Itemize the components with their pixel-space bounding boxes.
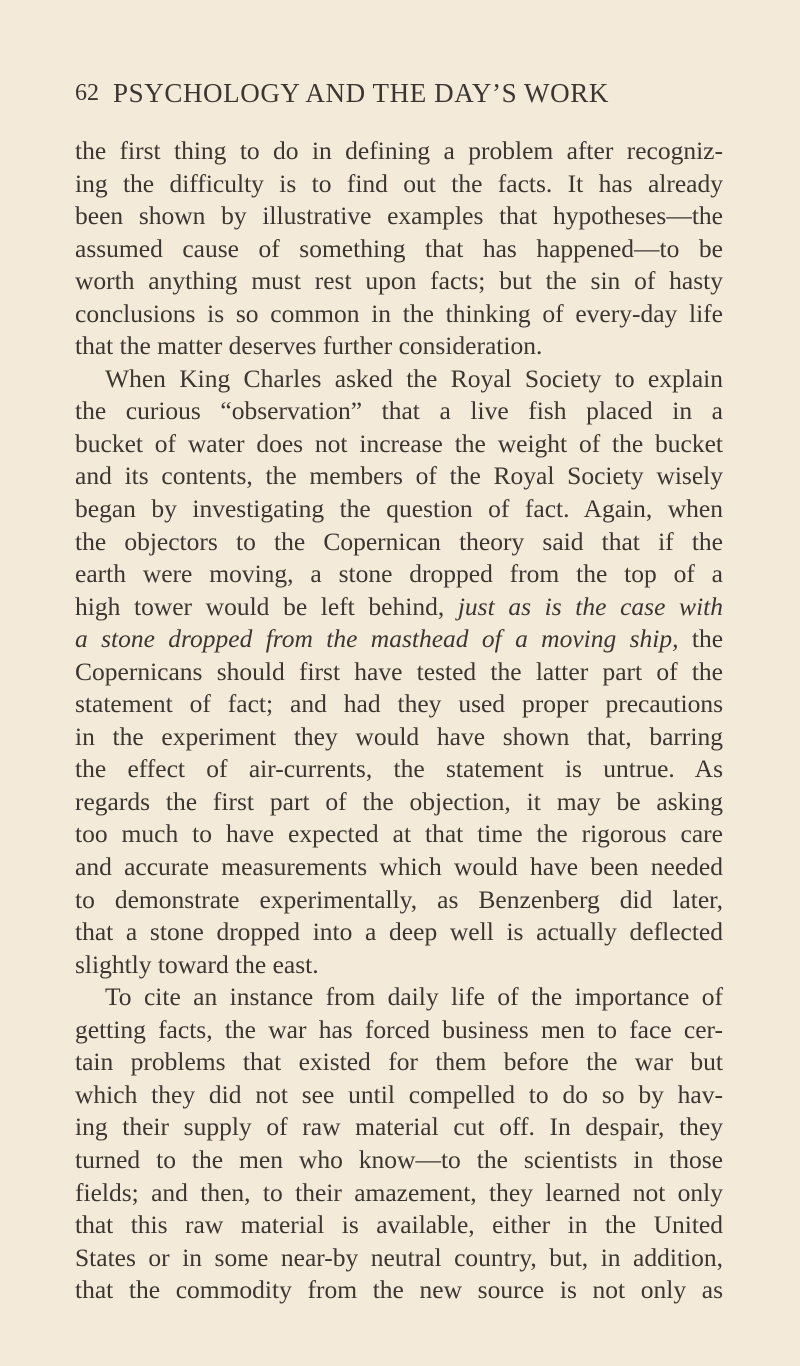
text-segment: turned to the men who know—to the scientists in those (75, 1144, 723, 1174)
text-line (75, 428, 723, 461)
text-segment: getting facts, the war has forced business men to face cer- (75, 1014, 723, 1044)
text-segment: that the commodity from the new source is not only as (75, 1275, 723, 1305)
text-line (75, 168, 723, 201)
text-segment: statement of fact; and had they used proper precautions (75, 689, 723, 719)
text-line (75, 200, 723, 233)
text-line (75, 460, 723, 493)
text-segment: the curious “observation” that a live fish placed in a (75, 396, 723, 426)
text-segment: began by investigating the question of fact. Again, when (75, 494, 723, 524)
text-line (75, 753, 723, 786)
text-segment: slightly toward the east. (75, 949, 319, 979)
text-line (75, 1274, 723, 1307)
text-segment: the first thing to do in defining a problem after recogniz- (75, 136, 723, 165)
text-segment: States or in some near-by neutral country, but, in addition, (75, 1242, 723, 1272)
text-segment: and its contents, the members of the Royal Society wisely (75, 461, 723, 491)
text-line (75, 981, 723, 1014)
text-segment: that a stone dropped into a deep well is actually deflected (75, 917, 723, 947)
text-segment: bucket of water does not increase the weight of the bucket (75, 428, 723, 458)
text-line (75, 949, 723, 982)
text-segment: in the experiment they would have shown that, barring (75, 721, 723, 751)
text-segment: and accurate measurements which would have been needed (75, 852, 723, 882)
running-title: PSYCHOLOGY AND THE DAY’S WORK (113, 78, 609, 108)
text-line (75, 591, 723, 624)
text-line (75, 1209, 723, 1242)
text-segment: high tower would be left behind, (75, 591, 458, 621)
text-segment: ing the difficulty is to find out the facts. It has already (75, 168, 723, 198)
text-segment: the effect of air-currents, the statement is untrue. As (75, 754, 723, 784)
page-body-text (75, 135, 723, 1307)
text-line (75, 330, 723, 363)
text-segment: ing their supply of raw material cut off. In despair, they (75, 1112, 723, 1142)
text-line (75, 493, 723, 526)
italic-text: just as is the case with (457, 591, 723, 621)
text-line (75, 1177, 723, 1210)
text-segment: To cite an instance from daily life of the importance of (105, 982, 723, 1012)
text-segment: that this raw material is available, either in the United (75, 1210, 723, 1240)
text-line (75, 721, 723, 754)
text-line (75, 656, 723, 689)
text-segment: Copernicans should first have tested the latter part of the (75, 656, 723, 686)
text-line (75, 526, 723, 559)
text-line (75, 1079, 723, 1112)
page-number: 62 (75, 80, 99, 106)
text-line (75, 818, 723, 851)
text-line (75, 1046, 723, 1079)
text-segment: tain problems that existed for them before the war but (75, 1047, 723, 1077)
text-segment: fields; and then, to their amazement, they learned not only (75, 1177, 723, 1207)
text-line (75, 135, 723, 168)
text-line (75, 623, 723, 656)
text-segment: worth anything must rest upon facts; but the sin of hasty (75, 266, 723, 296)
text-segment: conclusions is so common in the thinking of every-day life (75, 298, 723, 328)
text-segment: earth were moving, a stone dropped from the top of a (75, 559, 723, 589)
text-segment: too much to have expected at that time the rigorous care (75, 819, 723, 849)
text-line (75, 688, 723, 721)
text-line (75, 786, 723, 819)
text-line (75, 298, 723, 331)
text-line (75, 1144, 723, 1177)
text-segment: the objectors to the Copernican theory said that if the (75, 526, 723, 556)
text-line (75, 851, 723, 884)
text-line (75, 1014, 723, 1047)
text-line (75, 558, 723, 591)
text-segment: that the matter deserves further consideration. (75, 331, 543, 361)
text-segment: the (678, 624, 724, 654)
text-segment: to demonstrate experimentally, as Benzenberg did later, (75, 884, 723, 914)
text-segment: been shown by illustrative examples that hypotheses—the (75, 201, 723, 231)
text-line (75, 884, 723, 917)
text-segment: which they did not see until compelled to do so by hav- (75, 1079, 723, 1109)
text-line (75, 233, 723, 266)
text-line (75, 395, 723, 428)
text-line (75, 1111, 723, 1144)
text-line (75, 265, 723, 298)
text-line (75, 916, 723, 949)
text-line (75, 363, 723, 396)
running-header (75, 78, 725, 118)
text-segment: When King Charles asked the Royal Society to explain (105, 363, 723, 393)
text-segment: assumed cause of something that has happened—to be (75, 233, 723, 263)
italic-text: a stone dropped from the masthead of a moving ship, (75, 624, 679, 654)
text-segment: regards the first part of the objection, it may be asking (75, 786, 723, 816)
text-line (75, 1242, 723, 1275)
